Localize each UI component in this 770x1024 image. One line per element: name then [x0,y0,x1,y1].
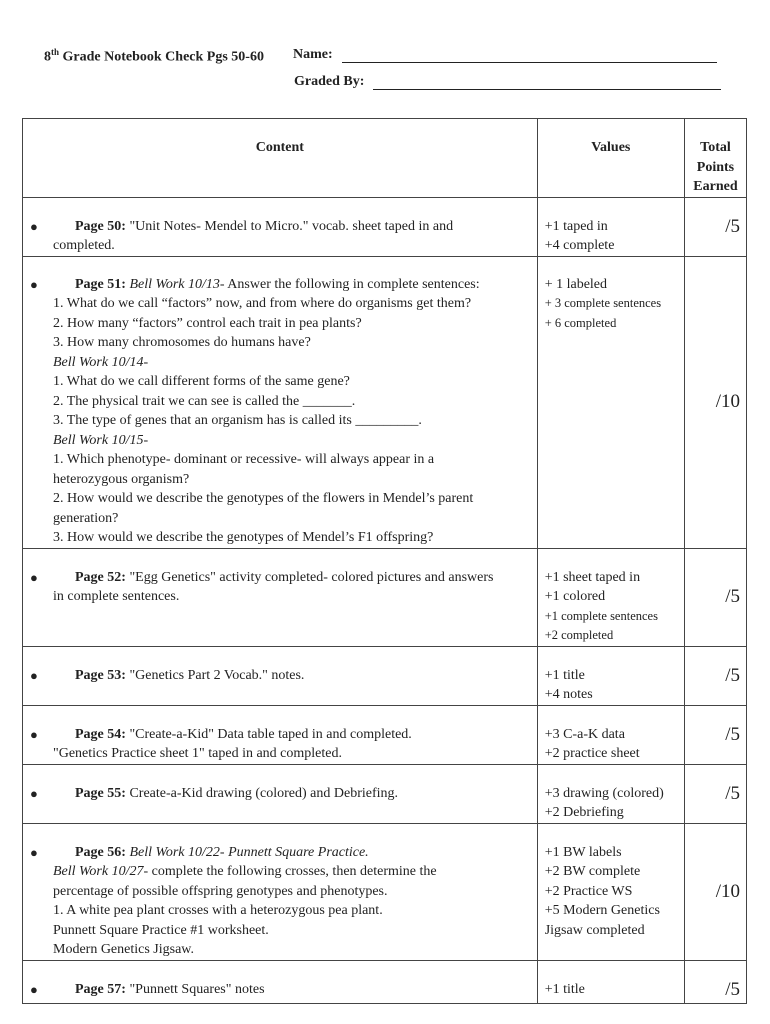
value-item: +2 completed [544,628,614,642]
value-item: +1 sheet taped in [544,569,641,585]
bullet-icon: ● [30,276,38,292]
table-row [23,646,747,705]
content-text: Punnett Square Practice #1 worksheet. [53,922,269,938]
graded-by-label: Graded By: [294,74,365,89]
content-text: - Answer the following in complete sentences: [219,276,480,292]
content-text: 3. How would we describe the genotypes of Mendel’s F1 offspring? [53,530,434,545]
title-text: Grade Notebook Check Pgs 50-60 [59,49,264,65]
score-cell[interactable] [684,960,746,1003]
table-row [23,705,747,764]
value-item: Jigsaw completed [544,922,645,938]
value-item: +1 title [544,667,585,683]
score-cell[interactable] [684,764,746,823]
content-cell [23,764,538,823]
bell-work-label: Bell Work 10/22- Punnett Square Practice. [125,844,369,860]
score-cell[interactable] [684,197,746,256]
score-value: /5 [725,664,740,686]
page-label: Page 53: [75,667,126,683]
values-cell [537,823,684,960]
score-value: /5 [725,215,740,237]
total-header-line1: Total [700,140,731,155]
values-cell [537,197,684,256]
table-row [23,764,747,823]
values-cell [537,705,684,764]
score-value: /5 [725,978,740,1000]
score-value: /10 [715,391,740,412]
content-text: 1. What do we call different forms of the same gene? [53,374,350,389]
value-item: +2 Practice WS [544,883,633,899]
score-cell[interactable] [684,256,746,548]
page-label: Page 54: [75,726,126,742]
content-text: heterozygous organism? [53,471,190,487]
content-text: 2. How many “factors” control each trait in pea plants? [53,315,362,331]
content-text: 2. The physical trait we can see is called the _______. [53,393,356,409]
content-text: "Punnett Squares" notes [125,981,265,997]
content-text: completed. [53,238,115,253]
value-item: +3 drawing (colored) [544,785,664,801]
bell-work-label: Bell Work 10/15- [53,432,149,448]
table-row [23,197,747,256]
bullet-icon: ● [30,844,38,860]
content-text: in complete sentences. [53,589,180,604]
value-item: +1 BW labels [544,844,622,860]
total-header-line2: Points [696,159,735,175]
page-label: Page 52: [75,569,126,585]
page-label: Page 56: [75,844,126,860]
page-label: Page 57: [75,981,126,997]
table-header-row [23,119,747,198]
score-cell[interactable] [684,548,746,646]
value-item: +1 title [544,981,585,997]
content-cell [23,646,538,705]
total-column-header [684,119,746,198]
content-text: "Unit Notes- Mendel to Micro." vocab. sheet taped in and [125,218,454,234]
bullet-icon: ● [30,785,38,801]
content-text: percentage of possible offspring genotypes and phenotypes. [53,883,388,899]
score-cell[interactable] [684,705,746,764]
value-item: +1 complete sentences [544,608,658,623]
value-item: +5 Modern Genetics [544,903,660,918]
table-row [23,548,747,646]
score-cell[interactable] [684,823,746,960]
value-item: +4 complete [544,238,615,253]
value-item: + 1 labeled [544,276,608,292]
page-label: Page 51: [75,276,126,292]
values-header-label: Values [591,140,631,155]
bullet-icon: ● [30,726,38,742]
values-cell [537,646,684,705]
content-cell [23,197,538,256]
value-item: +2 BW complete [544,864,641,879]
score-value: /5 [725,586,740,607]
content-text: Modern Genetics Jigsaw. [53,942,195,957]
graded-by-field-line[interactable] [373,89,721,90]
content-cell [23,705,538,764]
notebook-check-table [22,118,747,1004]
content-text: "Create-a-Kid" Data table taped in and completed. [125,726,412,742]
values-cell [537,960,684,1003]
bell-work-label: Bell Work 10/14- [53,354,149,370]
page-label: Page 50: [75,218,126,234]
score-value: /10 [715,880,740,902]
content-text: Create-a-Kid drawing (colored) and Debriefing. [125,785,399,801]
table-row [23,256,747,548]
value-item: + 6 completed [544,315,617,330]
bell-work-label: Bell Work 10/13 [129,276,220,292]
value-item: +3 C-a-K data [544,726,625,742]
value-item: +4 notes [544,687,593,702]
content-text: "Genetics Part 2 Vocab." notes. [125,667,305,683]
values-cell [537,548,684,646]
content-cell [23,960,538,1003]
score-value: /5 [725,782,740,804]
bullet-icon: ● [30,218,38,234]
content-text: - complete the following crosses, then determine the [143,864,437,879]
content-column-header [23,119,538,198]
content-text: 3. How many chromosomes do humans have? [53,335,311,350]
total-header-line3: Earned [693,179,738,194]
content-text: 3. The type of genes that an organism has is called its _________. [53,413,422,428]
values-cell [537,256,684,548]
content-text: "Genetics Practice sheet 1" taped in and completed. [53,746,342,761]
value-item: +1 colored [544,589,606,604]
value-item: +1 taped in [544,218,608,234]
content-text: 1. Which phenotype- dominant or recessive- will always appear in a [53,452,435,467]
content-text: 1. What do we call “factors” now, and from where do organisms get them? [53,296,472,311]
content-cell [23,548,538,646]
bullet-icon: ● [30,569,38,585]
value-item: + 3 complete sentences [544,296,662,310]
value-item: +2 Debriefing [544,805,624,820]
values-column-header [537,119,684,198]
title-grade-number: 8 [44,49,51,65]
values-cell [537,764,684,823]
score-value: /5 [725,723,740,745]
content-text: "Egg Genetics" activity completed- colored pictures and answers [125,569,494,585]
content-header-label: Content [255,140,304,155]
content-text: 2. How would we describe the genotypes of the flowers in Mendel’s parent [53,491,474,506]
bullet-icon: ● [30,667,38,683]
bell-work-label: Bell Work 10/27 [53,864,144,879]
content-text: 1. A white pea plant crosses with a heterozygous pea plant. [53,903,383,918]
table-row [23,823,747,960]
score-cell[interactable] [684,646,746,705]
name-field-line[interactable] [342,62,717,63]
name-label: Name: [293,47,333,62]
content-text: generation? [53,510,119,526]
page-label: Page 55: [75,785,126,801]
title-superscript: th [51,47,60,57]
content-cell [23,823,538,960]
value-item: +2 practice sheet [544,746,640,761]
bullet-icon: ● [30,981,38,997]
table-row [23,960,747,1003]
page-title [44,47,264,66]
content-cell [23,256,538,548]
